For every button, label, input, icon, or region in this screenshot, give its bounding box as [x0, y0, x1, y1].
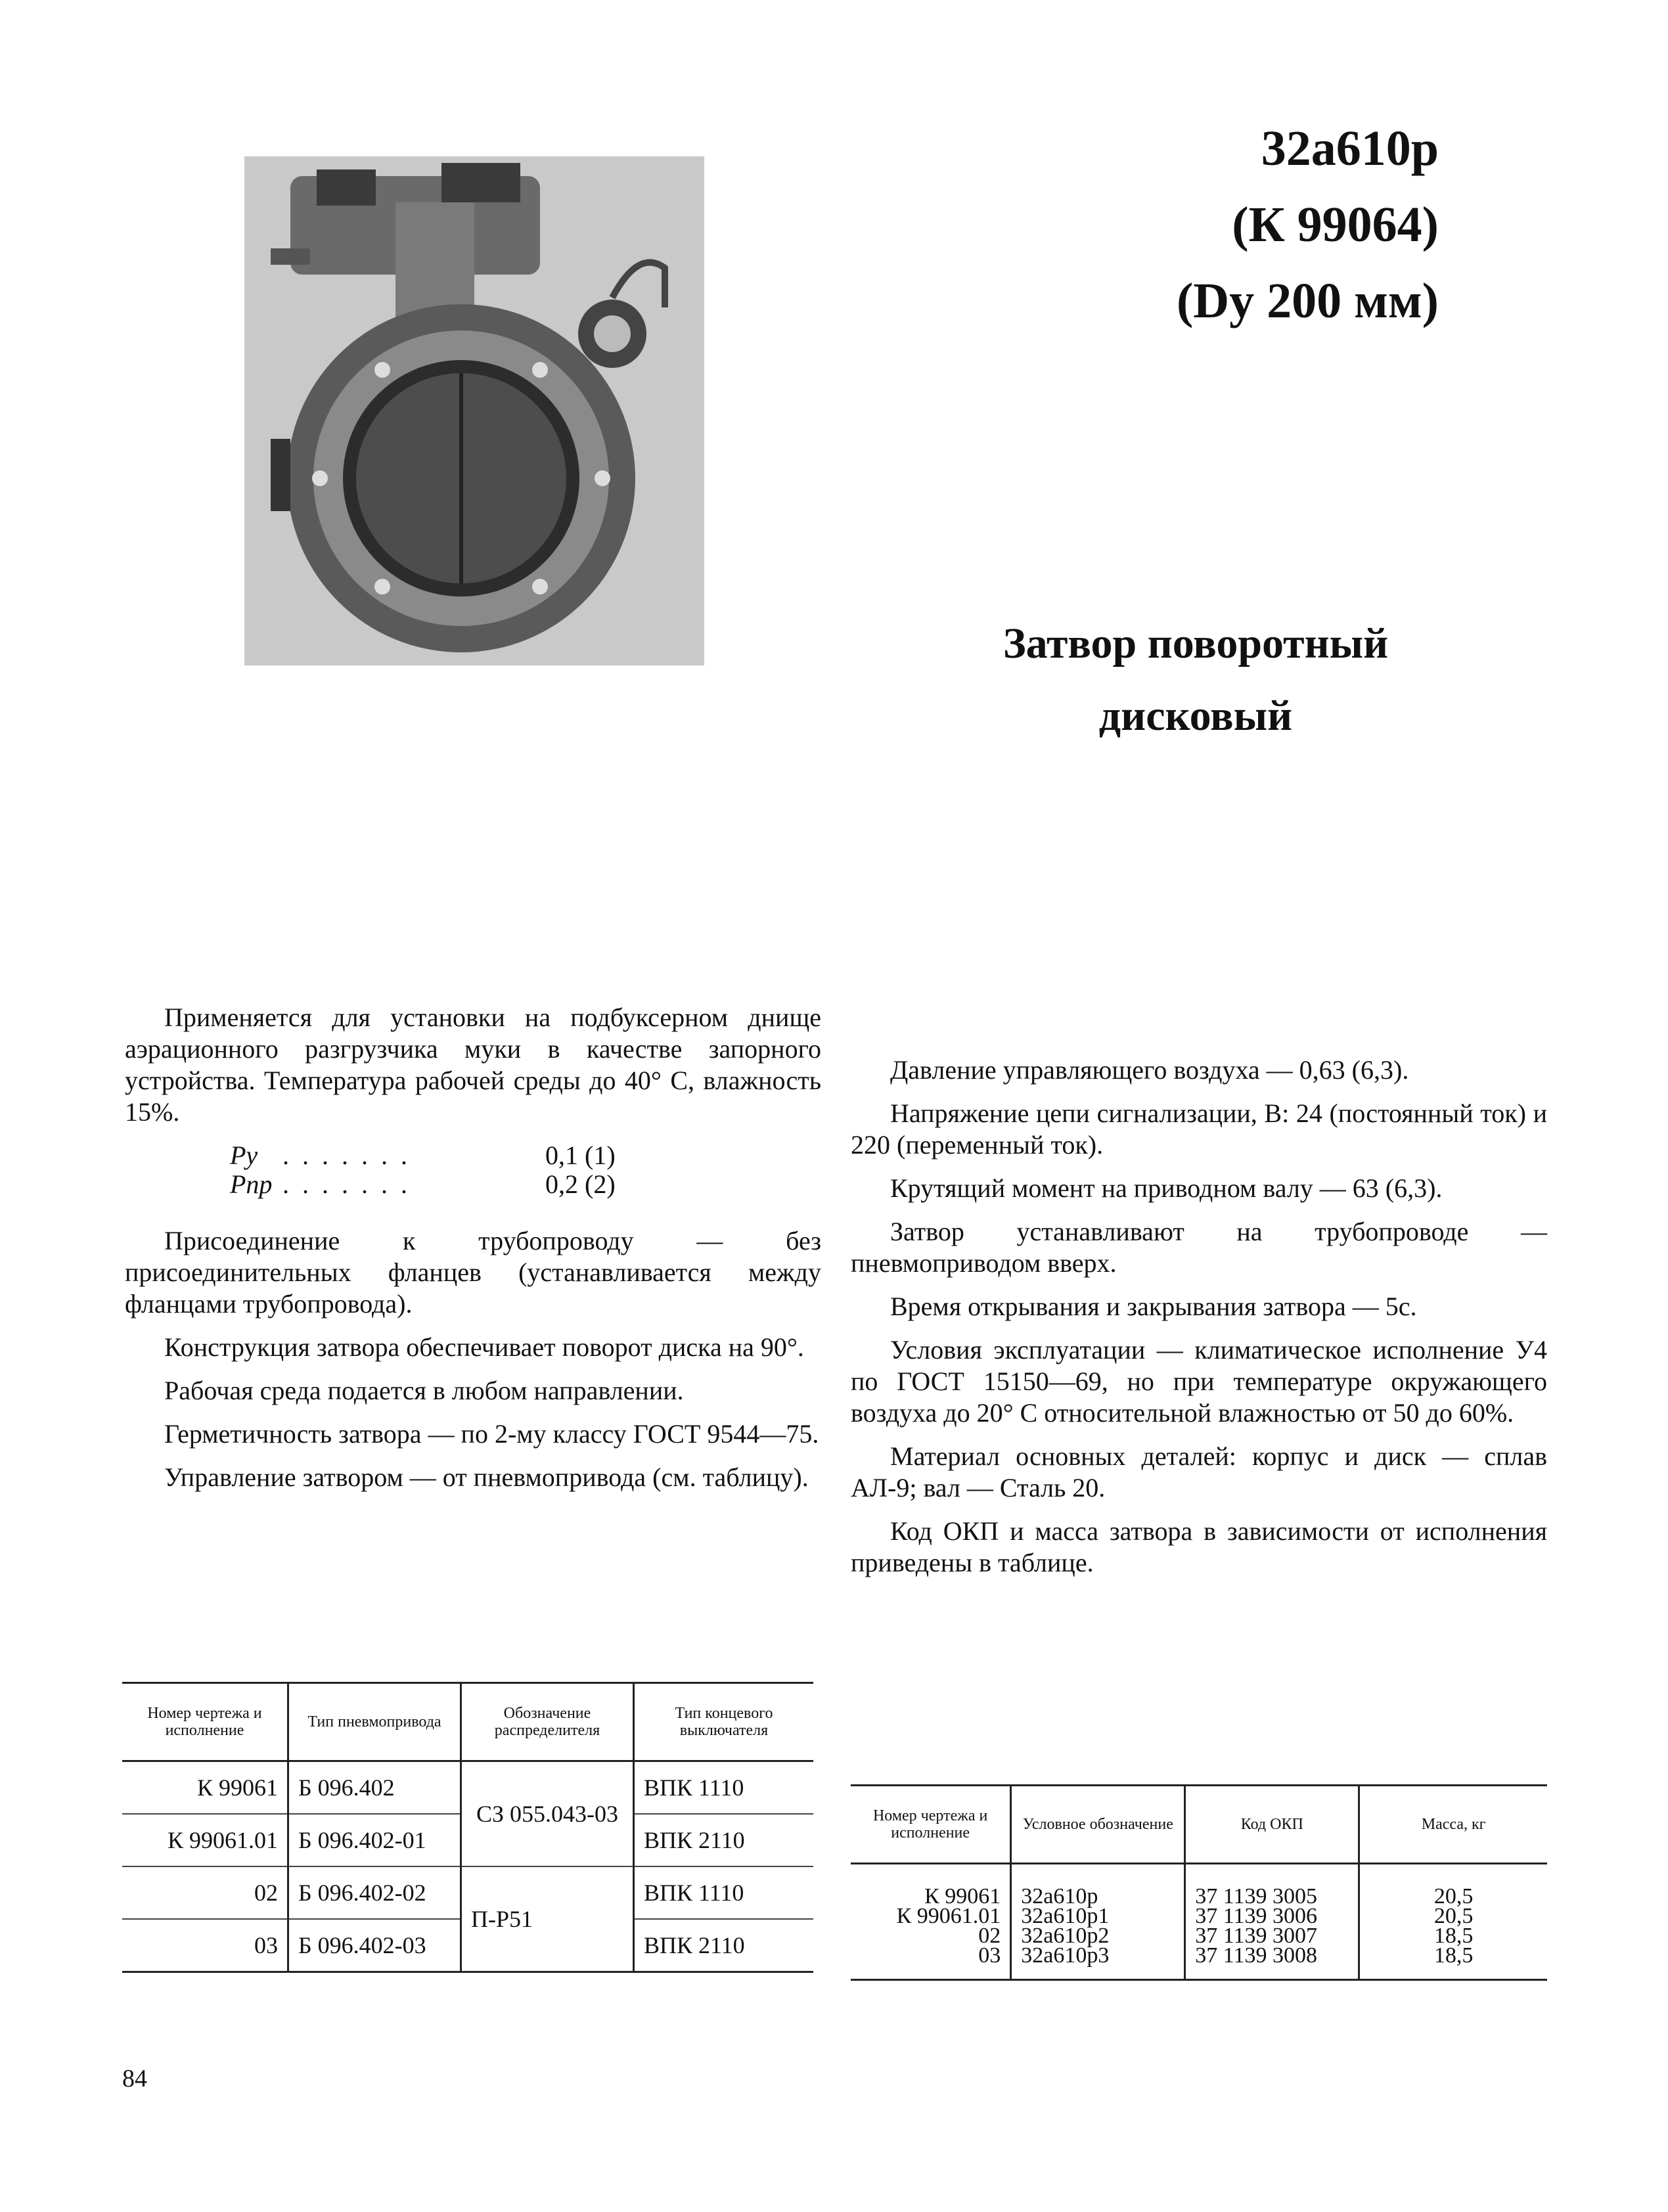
pressure-params: [230, 1141, 821, 1199]
drawing-code: (К 99064): [1232, 197, 1439, 252]
control-paragraph: Управление затвором — от пневмопривода (см. таблицу).: [164, 1462, 809, 1492]
page-number: 84: [122, 2065, 147, 2092]
product-code: 32а610р: [1261, 121, 1439, 176]
drawing-number: 03: [978, 1943, 1001, 1968]
mass-value: 20,5: [1433, 1884, 1474, 1908]
drawing-number-cell: 02: [254, 1880, 278, 1906]
actuator-type-cell: Б 096.402-03: [288, 1919, 461, 1972]
material-paragraph: Материал основных деталей: корпус и диск — сплав АЛ-9; вал — Сталь 20.: [851, 1441, 1547, 1502]
param-row: [230, 1170, 821, 1199]
actuator-type-cell: Б 096.402: [288, 1761, 461, 1815]
okp-code: 37 1139 3008: [1195, 1943, 1318, 1968]
drawing-number-cell: [851, 1864, 1011, 1980]
drawing-number: 02: [978, 1924, 1001, 1948]
column-header: Номер чертежа и исполнение: [122, 1683, 288, 1761]
switch-type-cell: ВПК 2110: [633, 1814, 813, 1866]
switch-type-cell: ВПК 1110: [633, 1761, 813, 1815]
param-value: 0,1 (1): [545, 1140, 616, 1170]
mass-value: 20,5: [1433, 1904, 1474, 1928]
mass-value: 18,5: [1433, 1943, 1474, 1968]
drawing-number: К 99061: [924, 1884, 1001, 1908]
drawing-number-cell: 03: [254, 1932, 278, 1958]
drawing-number: К 99061.01: [896, 1904, 1001, 1928]
table-header-row: [122, 1683, 813, 1761]
param-symbol: Pу: [230, 1140, 258, 1170]
timing-paragraph: Время открывания и закрывания затвора — 5с.: [890, 1292, 1417, 1321]
flow-paragraph: Рабочая среда подается в любом направлении.: [164, 1376, 684, 1405]
torque-paragraph: Крутящий момент на приводном валу — 63 (6,3).: [890, 1173, 1443, 1203]
switch-type-cell: ВПК 2110: [633, 1919, 813, 1972]
column-header: Обозначение распределителя: [461, 1683, 633, 1761]
design-paragraph: Конструкция затвора обеспечивает поворот диска на 90°.: [164, 1332, 804, 1362]
left-text-column: [125, 1002, 821, 1505]
table-row: [122, 1761, 813, 1815]
distributor-cell: П-Р51: [461, 1866, 633, 1972]
application-paragraph: Применяется для установки на подбуксерном днище аэрационного разгрузчика муки в качестве запорного устройства. Температура рабочей среды до 40° С, влажность 15%.: [125, 1003, 821, 1127]
right-text-column: [851, 1054, 1547, 1591]
param-symbol: Pпр: [230, 1169, 273, 1199]
installation-paragraph: Затвор устанавливают на трубопроводе — пневмоприводом вверх.: [851, 1217, 1547, 1278]
column-header: Код ОКП: [1185, 1786, 1359, 1864]
page-title: [959, 608, 1432, 752]
column-header: Масса, кг: [1359, 1786, 1547, 1864]
okp-code: 37 1139 3006: [1195, 1904, 1318, 1928]
switch-type-cell: ВПК 1110: [633, 1866, 813, 1919]
conditions-paragraph: Условия эксплуатации — климатическое исполнение У4 по ГОСТ 15150—69, но при температуре окружающего воздуха до 20° С относительной влажностью от 50 до 60%.: [851, 1335, 1547, 1428]
column-header: Условное обозначение: [1011, 1786, 1185, 1864]
voltage-paragraph: Напряжение цепи сигнализации, В: 24 (постоянный ток) и 220 (переменный ток).: [851, 1098, 1547, 1160]
distributor-cell: СЗ 055.043-03: [461, 1761, 633, 1867]
column-header: Тип пневмопривода: [288, 1683, 461, 1761]
nominal-diameter: (Dу 200 мм): [1176, 273, 1439, 328]
okp-mass-table: [851, 1784, 1547, 1981]
tightness-paragraph: Герметичность затвора — по 2-му классу ГОСТ 9544—75.: [164, 1419, 819, 1449]
drawing-number-cell: К 99061.01: [167, 1827, 278, 1853]
table-reference-paragraph: Код ОКП и масса затвора в зависимости от исполнения приведены в таблице.: [851, 1516, 1547, 1577]
actuator-table: [122, 1682, 813, 1973]
column-header: Номер чертежа и исполнение: [851, 1786, 1011, 1864]
leader-dots: .......: [282, 1140, 420, 1170]
title-line-2: дисковый: [1098, 692, 1293, 740]
designation-cell: [1011, 1864, 1185, 1980]
okp-code: 37 1139 3007: [1195, 1924, 1318, 1948]
designation: 32а610р1: [1021, 1904, 1110, 1928]
mass-cell: [1359, 1864, 1547, 1980]
okp-code-cell: [1185, 1864, 1359, 1980]
designation: 32а610р3: [1021, 1943, 1110, 1968]
actuator-type-cell: Б 096.402-01: [288, 1814, 461, 1866]
mass-value: 18,5: [1433, 1924, 1474, 1948]
column-header: Тип концевого выключателя: [633, 1683, 813, 1761]
connection-paragraph: Присоединение к трубопроводу — без присоединительных фланцев (устанавливается между фланцами трубопровода).: [125, 1226, 821, 1319]
param-row: [230, 1141, 821, 1170]
table-header-row: [851, 1786, 1547, 1864]
title-line-1: Затвор поворотный: [1003, 620, 1389, 667]
designation: 32а610р2: [1021, 1924, 1110, 1948]
param-value: 0,2 (2): [545, 1169, 616, 1199]
actuator-type-cell: Б 096.402-02: [288, 1866, 461, 1919]
okp-code: 37 1139 3005: [1195, 1884, 1318, 1908]
product-code-block: [1130, 110, 1439, 339]
valve-photo: [244, 156, 704, 666]
table-row: [851, 1864, 1547, 1980]
drawing-number-cell: К 99061: [196, 1774, 278, 1801]
leader-dots: .......: [282, 1169, 420, 1199]
air-pressure-paragraph: Давление управляющего воздуха — 0,63 (6,3).: [890, 1055, 1409, 1085]
designation: 32а610р: [1021, 1884, 1098, 1908]
table-row: [122, 1866, 813, 1919]
